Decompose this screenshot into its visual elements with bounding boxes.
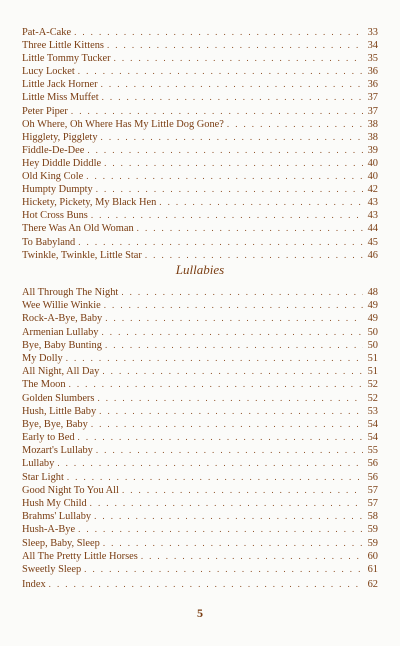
dot-leader (91, 209, 363, 222)
entry-title: Oh Where, Oh Where Has My Little Dog Gone? (22, 118, 224, 130)
entry-title: Brahms' Lullaby (22, 511, 92, 523)
entry-title: Index (22, 579, 46, 590)
toc-entry (22, 378, 378, 391)
dot-leader (49, 578, 363, 591)
entry-title: Hush, Little Baby (22, 405, 97, 417)
dot-leader (86, 170, 363, 183)
toc-entry (22, 196, 378, 209)
entry-title: Peter Piper (22, 105, 68, 117)
entry-page-number: 54 (367, 432, 378, 444)
entry-page-number: 49 (367, 300, 378, 312)
entry-title: Hey Diddle Diddle (22, 157, 102, 169)
toc-entry (22, 286, 378, 299)
toc-entry (22, 170, 378, 183)
dot-leader (121, 286, 363, 299)
entry-page-number: 46 (367, 249, 378, 261)
entry-page-number: 44 (367, 223, 378, 235)
entry-page-number: 58 (367, 511, 378, 523)
toc-entry (22, 537, 378, 550)
toc-entry (22, 299, 378, 312)
entry-title: Bye, Baby Bunting (22, 339, 102, 351)
entry-title: There Was An Old Woman (22, 223, 134, 235)
entry-title: Wee Willie Winkie (22, 300, 101, 312)
toc-entry (22, 222, 378, 235)
toc-entry (22, 326, 378, 339)
dot-leader (96, 444, 363, 457)
entry-page-number: 43 (367, 210, 378, 222)
entry-title: To Babyland (22, 236, 76, 248)
entry-title: The Moon (22, 379, 66, 391)
entry-page-number: 56 (367, 471, 378, 483)
toc-entry (22, 563, 378, 576)
entry-page-number: 59 (367, 537, 378, 549)
entry-page-number: 43 (367, 197, 378, 209)
toc-entry (22, 209, 378, 222)
toc-entry (22, 312, 378, 325)
entry-page-number: 57 (367, 484, 378, 496)
entry-title: Lucy Locket (22, 66, 75, 78)
toc-entry (22, 249, 378, 262)
entry-title: All Through The Night (22, 287, 119, 298)
entry-page-number: 50 (367, 326, 378, 338)
entry-title: Hickety, Pickety, My Black Hen (22, 197, 157, 209)
entry-title: All Night, All Day (22, 366, 100, 378)
toc-entry (22, 65, 378, 78)
dot-leader (99, 405, 363, 418)
dot-leader (122, 484, 363, 497)
toc-entry-index (22, 578, 378, 591)
dot-leader (104, 299, 363, 312)
entry-page-number: 51 (367, 352, 378, 364)
dot-leader (78, 523, 363, 536)
entry-title: Armenian Lullaby (22, 326, 99, 338)
entry-title: Lullaby (22, 458, 55, 470)
dot-leader (66, 352, 363, 365)
toc-entry (22, 431, 378, 444)
toc-index-block (22, 578, 378, 591)
toc-entry (22, 497, 378, 510)
dot-leader (104, 157, 363, 170)
entry-page-number: 60 (367, 550, 378, 562)
toc-list-lullabies (22, 286, 378, 576)
toc-entry (22, 352, 378, 365)
dot-leader (94, 510, 363, 523)
entry-title: Star Light (22, 471, 64, 483)
toc-entry (22, 52, 378, 65)
toc-entry (22, 471, 378, 484)
entry-page-number: 54 (367, 418, 378, 430)
entry-page-number: 49 (367, 313, 378, 325)
entry-page-number: 40 (367, 171, 378, 183)
entry-title: Twinkle, Twinkle, Little Star (22, 249, 142, 261)
entry-page-number: 40 (367, 157, 378, 169)
dot-leader (87, 144, 363, 157)
entry-title: Mozart's Lullaby (22, 445, 93, 457)
entry-page-number: 37 (367, 105, 378, 117)
entry-title: Pat-A-Cake (22, 27, 72, 38)
dot-leader (101, 78, 363, 91)
toc-entry (22, 510, 378, 523)
toc-list-nursery-rhymes (22, 26, 378, 262)
dot-leader (84, 563, 363, 576)
entry-title: Hush-A-Bye (22, 524, 76, 536)
toc-entry (22, 105, 378, 118)
entry-title: Hush My Child (22, 498, 87, 509)
entry-page-number: 62 (367, 579, 378, 590)
dot-leader (103, 537, 363, 550)
dot-leader (78, 65, 363, 78)
toc-entry (22, 418, 378, 431)
dot-leader (107, 39, 363, 52)
entry-page-number: 36 (367, 79, 378, 91)
entry-page-number: 45 (367, 236, 378, 248)
toc-entry (22, 39, 378, 52)
section-heading: Lullabies (175, 262, 225, 277)
dot-leader (90, 497, 363, 510)
entry-title: Good Night To You All (22, 484, 119, 496)
toc-entry (22, 444, 378, 457)
entry-title: All The Pretty Little Horses (22, 550, 138, 562)
entry-title: Fiddle-De-Dee (22, 144, 85, 156)
entry-title: Golden Slumbers (22, 392, 95, 404)
toc-entry (22, 457, 378, 470)
toc-entry (22, 91, 378, 104)
dot-leader (78, 236, 363, 249)
dot-leader (114, 52, 363, 65)
dot-leader (141, 550, 363, 563)
entry-title: Bye, Bye, Baby (22, 418, 88, 430)
entry-page-number: 38 (367, 118, 378, 130)
dot-leader (102, 365, 363, 378)
entry-page-number: 34 (367, 40, 378, 52)
toc-entry (22, 183, 378, 196)
dot-leader (145, 249, 363, 262)
entry-title: Three Little Kittens (22, 40, 104, 52)
entry-page-number: 48 (367, 287, 378, 298)
entry-page-number: 61 (367, 563, 378, 575)
entry-page-number: 42 (367, 184, 378, 196)
entry-page-number: 51 (367, 366, 378, 378)
entry-title: Early to Bed (22, 432, 75, 444)
entry-page-number: 57 (367, 498, 378, 509)
toc-entry (22, 131, 378, 144)
toc-entry (22, 365, 378, 378)
toc-entry (22, 78, 378, 91)
toc-entry (22, 157, 378, 170)
entry-page-number: 36 (367, 66, 378, 78)
entry-page-number: 33 (367, 27, 378, 38)
dot-leader (67, 471, 363, 484)
dot-leader (227, 118, 363, 131)
dot-leader (105, 339, 363, 352)
entry-title: Sweetly Sleep (22, 563, 82, 575)
dot-leader (101, 131, 363, 144)
toc-entry (22, 144, 378, 157)
toc-entry (22, 26, 378, 39)
dot-leader (69, 378, 363, 391)
entry-page-number: 52 (367, 392, 378, 404)
toc-entry (22, 236, 378, 249)
entry-page-number: 38 (367, 131, 378, 143)
dot-leader (71, 105, 363, 118)
dot-leader (159, 196, 363, 209)
entry-title: Rock-A-Bye, Baby (22, 313, 103, 325)
entry-page-number: 53 (367, 405, 378, 417)
entry-page-number: 39 (367, 144, 378, 156)
entry-page-number: 56 (367, 458, 378, 470)
entry-page-number: 35 (367, 53, 378, 65)
entry-title: Little Tommy Tucker (22, 53, 111, 65)
entry-title: Humpty Dumpty (22, 184, 93, 196)
toc-entry (22, 523, 378, 536)
dot-leader (105, 312, 363, 325)
entry-title: My Dolly (22, 352, 63, 364)
dot-leader (74, 26, 363, 39)
entry-title: Sleep, Baby, Sleep (22, 537, 100, 549)
toc-entry (22, 339, 378, 352)
entry-title: Old King Cole (22, 171, 84, 183)
dot-leader (57, 457, 363, 470)
entry-page-number: 50 (367, 339, 378, 351)
entry-title: Little Jack Horner (22, 79, 98, 91)
entry-title: Higglety, Pigglety (22, 131, 98, 143)
dot-leader (78, 431, 363, 444)
entry-page-number: 52 (367, 379, 378, 391)
toc-entry (22, 118, 378, 131)
entry-page-number: 55 (367, 445, 378, 457)
toc-entry (22, 484, 378, 497)
dot-leader (91, 418, 363, 431)
toc-entry (22, 405, 378, 418)
dot-leader (97, 392, 363, 405)
entry-title: Little Miss Muffet (22, 92, 99, 104)
dot-leader (101, 326, 363, 339)
entry-page-number: 59 (367, 524, 378, 536)
entry-page-number: 37 (367, 92, 378, 104)
entry-title: Hot Cross Buns (22, 210, 88, 222)
toc-entry (22, 550, 378, 563)
dot-leader (102, 91, 363, 104)
page-number: 5 (197, 606, 203, 620)
dot-leader (96, 183, 363, 196)
dot-leader (137, 222, 363, 235)
toc-entry (22, 392, 378, 405)
